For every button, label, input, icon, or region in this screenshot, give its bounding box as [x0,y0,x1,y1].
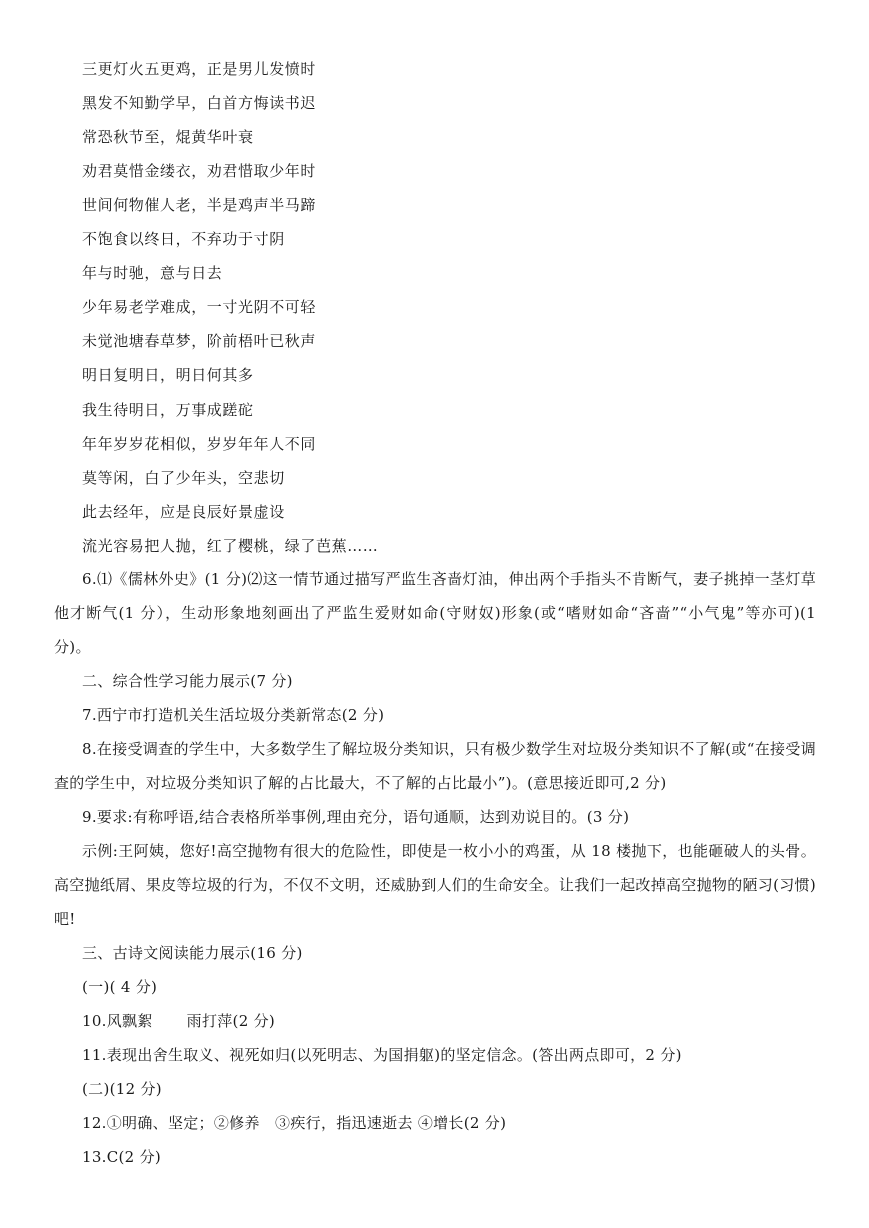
answer-q9-requirement: 9.要求:有称呼语,结合表格所举事例,理由充分，语句通顺，达到劝说目的。(3 分) [82,808,630,826]
answer-q9-example: 示例:王阿姨，您好!高空抛物有很大的危险性，即使是一枚小小的鸡蛋，从 18 楼抛下，也能砸破人的头骨。高空抛纸屑、果皮等垃圾的行为，不仅不文明，还威胁到人们的生命安全。让我们一起改掉高空抛物的陋习(习惯)吧! [54,842,817,928]
section-heading-3: 三、古诗文阅读能力展示(16 分) [82,944,303,962]
part-heading-2: (二)(12 分) [82,1080,162,1098]
poem-line: 少年易老学难成，一寸光阴不可轻 [82,298,317,316]
section-heading-2: 二、综合性学习能力展示(7 分) [82,672,293,690]
poem-line: 我生待明日，万事成蹉砣 [82,401,254,419]
answer-q10-part-a: 10.风飘絮 [82,1012,153,1030]
answer-q8: 8.在接受调查的学生中，大多数学生了解垃圾分类知识，只有极少数学生对垃圾分类知识不了解(或“在接受调查的学生中，对垃圾分类知识了解的占比最大，不了解的占比最小”)。(意思接近即可,2 分) [54,740,816,792]
answer-q11: 11.表现出舍生取义、视死如归(以死明志、为国捐躯)的坚定信念。(答出两点即可，2 分) [82,1046,682,1064]
poem-line: 三更灯火五更鸡，正是男儿发愤时 [82,60,317,78]
poem-line: 莫等闲，白了少年头，空悲切 [82,469,285,487]
poem-line: 年与时驰，意与日去 [82,264,223,282]
poem-line: 世间何物催人老，半是鸡声半马蹄 [82,196,317,214]
poem-line: 流光容易把人抛，红了樱桃，绿了芭蕉…… [82,537,379,555]
poem-line: 此去经年，应是良辰好景虚设 [82,503,285,521]
answer-q12: 12.①明确、坚定；②修养 ③疾行，指迅速逝去 ④增长(2 分) [82,1114,507,1132]
poem-line: 黑发不知勤学早，白首方悔读书迟 [82,94,317,112]
answer-q10-part-b: 雨打萍(2 分) [186,1012,276,1030]
answer-q10 [54,1004,816,1038]
answer-q6: 6.⑴《儒林外史》(1 分)⑵这一情节通过描写严监生吝啬灯油，伸出两个手指头不肯断气，妻子挑掉一茎灯草他才断气(1 分），生动形象地刻画出了严监生爱财如命(守财奴)形象(或“嗜财如命“吝啬”“小气鬼”等亦可)(1 分)。 [54,570,816,656]
answer-q7: 7.西宁市打造机关生活垃圾分类新常态(2 分) [82,706,385,724]
part-heading-1: (一)( 4 分) [82,978,158,996]
poem-line: 劝君莫惜金缕衣，劝君惜取少年时 [82,162,317,180]
answer-q13: 13.C(2 分) [82,1148,162,1166]
poem-line: 明日复明日，明日何其多 [82,366,254,384]
poem-line: 常恐秋节至，焜黄华叶衰 [82,128,254,146]
poem-line: 年年岁岁花相似，岁岁年年人不同 [82,435,317,453]
poem-line: 不饱食以终日，不弃功于寸阴 [82,230,285,248]
poem-line: 未觉池塘春草梦，阶前梧叶已秋声 [82,332,317,350]
